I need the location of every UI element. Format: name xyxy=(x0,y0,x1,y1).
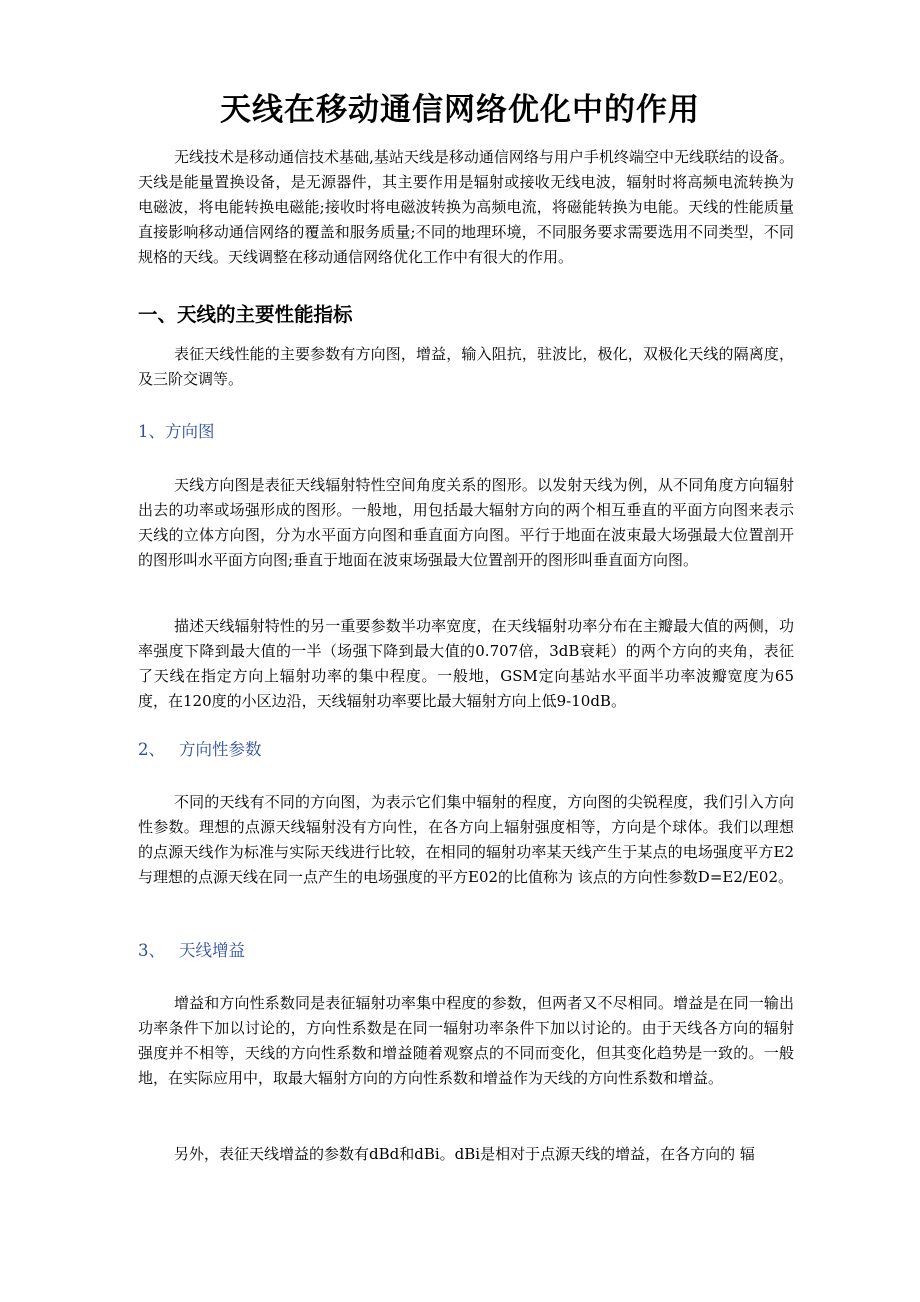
subsection-3-paragraph-1: 增益和方向性系数同是表征辐射功率集中程度的参数，但两者又不尽相同。增益是在同一输出功率条件下加以讨论的，方向性系数是在同一辐射功率条件下加以讨论的。由于天线各方向的辐射强度并不相等，天线的方向性系数和增益随着观察点的不同而变化，但其变化趋势是一致的。一般地，在实际应用中，取最大辐射方向的方向性系数和增益作为天线的方向性系数和增益。 xyxy=(138,994,794,1087)
subsection-2-para-1-block xyxy=(138,790,794,890)
subsection-3-label: 天线增益 xyxy=(179,941,245,960)
subsection-2-paragraph-1: 不同的天线有不同的方向图，为表示它们集中辐射的程度，方向图的尖锐程度，我们引入方向性参数。理想的点源天线辐射没有方向性，在各方向上辐射强度相等，方向是个球体。我们以理想的点源天线作为标准与实际天线进行比较，在相同的辐射功率某天线产生于某点的电场强度平方E2与理想的点源天线在同一点产生的电场强度的平方E02的比值称为 该点的方向性参数D=E2/E02。 xyxy=(138,793,794,886)
subsection-1-number: 1、 xyxy=(138,422,165,441)
intro-block xyxy=(138,145,794,270)
subsection-1-para-2-block xyxy=(138,614,794,714)
subsection-2-heading-block xyxy=(138,736,794,764)
section-1-intro-paragraph: 表征天线性能的主要参数有方向图，增益，输入阻抗，驻波比，极化，双极化天线的隔离度，及三阶交调等。 xyxy=(138,345,794,388)
subsection-3-para-1-block xyxy=(138,991,794,1091)
subsection-3-heading-block xyxy=(138,937,794,965)
subsection-3-paragraph-2: 另外，表征天线增益的参数有dBd和dBi。dBi是相对于点源天线的增益，在各方向的 辐 xyxy=(174,1145,755,1163)
subsection-1-heading-block xyxy=(138,418,794,446)
subsection-1-label: 方向图 xyxy=(165,422,215,441)
subsection-1-heading xyxy=(138,418,794,446)
intro-paragraph: 无线技术是移动通信技术基础,基站天线是移动通信网络与用户手机终端空中无线联结的设备。天线是能量置换设备，是无源器件，其主要作用是辐射或接收无线电波，辐射时将高频电流转换为电磁波，将电能转换电磁能;接收时将电磁波转换为高频电流，将磁能转换为电能。天线的性能质量直接影响移动通信网络的覆盖和服务质量;不同的地理环境，不同服务要求需要选用不同类型，不同规格的天线。天线调整在移动通信网络优化工作中有很大的作用。 xyxy=(138,148,794,266)
section-1-heading: 一、天线的主要性能指标 xyxy=(138,303,353,326)
subsection-3-heading xyxy=(138,937,794,965)
subsection-1-paragraph-2: 描述天线辐射特性的另一重要参数半功率宽度，在天线辐射功率分布在主瓣最大值的两侧，功率强度下降到最大值的一半（场强下降到最大值的0.707倍，3dB衰耗）的两个方向的夹角，表征了天线在指定方向上辐射功率的集中程度。一般地，GSM定向基站水平面半功率波瓣宽度为65度，在120度的小区边沿，天线辐射功率要比最大辐射方向上低9-10dB。 xyxy=(138,617,794,710)
section-1-intro-block xyxy=(138,342,794,392)
document-title: 天线在移动通信网络优化中的作用 xyxy=(220,92,700,128)
subsection-1-paragraph-1: 天线方向图是表征天线辐射特性空间角度关系的图形。以发射天线为例，从不同角度方向辐射出去的功率或场强形成的图形。一般地，用包括最大辐射方向的两个相互垂直的平面方向图来表示天线的立体方向图，分为水平面方向图和垂直面方向图。平行于地面在波束最大场强最大位置剖开的图形叫水平面方向图;垂直于地面在波束场强最大位置剖开的图形叫垂直面方向图。 xyxy=(138,476,794,569)
subsection-2-label: 方向性参数 xyxy=(179,740,262,759)
subsection-2-heading xyxy=(138,736,794,764)
section-1-heading-block xyxy=(138,300,794,330)
subsection-2-number: 2、 xyxy=(138,740,165,759)
subsection-1-para-1-block xyxy=(138,473,794,573)
subsection-3-para-2-block xyxy=(138,1142,794,1167)
subsection-3-number: 3、 xyxy=(138,941,165,960)
